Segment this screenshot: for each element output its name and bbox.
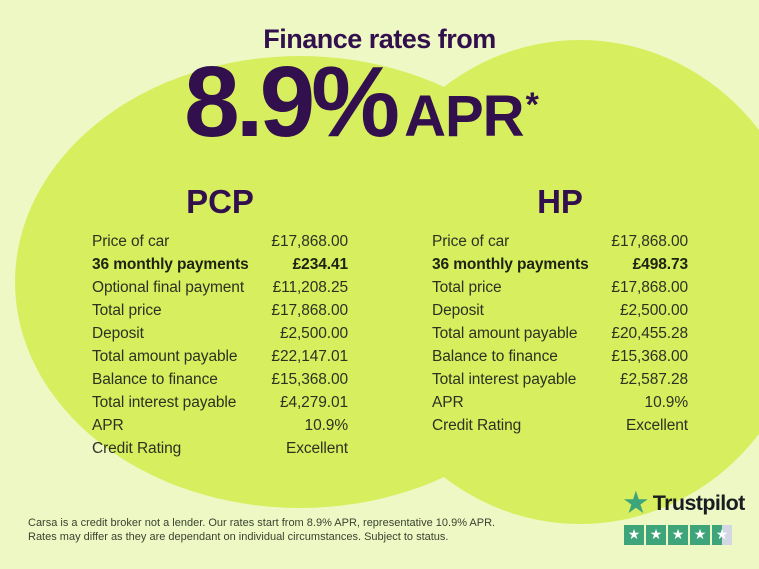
row-value: £15,368.00: [271, 371, 348, 389]
table-row: [92, 417, 348, 440]
row-label: APR: [432, 394, 464, 412]
pcp-table: [92, 184, 348, 463]
row-label: Total amount payable: [92, 348, 238, 366]
legal-disclaimer: [28, 516, 495, 544]
row-label: Deposit: [432, 302, 484, 320]
trustpilot-star-icon: ★: [622, 485, 650, 521]
star-box-full-icon: ★: [668, 525, 688, 545]
row-label: Balance to finance: [92, 371, 218, 389]
table-row: [432, 394, 688, 417]
row-label: Price of car: [92, 233, 170, 251]
rate-value: 8.9%: [184, 46, 397, 158]
row-label: Deposit: [92, 325, 144, 343]
table-row: [92, 256, 348, 279]
star-box-full-icon: ★: [624, 525, 644, 545]
trustpilot-wordmark: Trustpilot: [652, 491, 745, 515]
table-row: [432, 256, 688, 279]
table-row: [432, 371, 688, 394]
row-label: Total interest payable: [432, 371, 577, 389]
row-label: APR: [92, 417, 124, 435]
table-row: [92, 233, 348, 256]
row-value: £2,587.28: [619, 371, 688, 389]
row-value: Excellent: [286, 440, 348, 458]
banner-title: Finance rates from: [263, 24, 496, 54]
table-row: [92, 348, 348, 371]
trustpilot-badge[interactable]: [622, 485, 745, 545]
table-row: [92, 302, 348, 325]
asterisk-footnote-mark: *: [525, 86, 539, 124]
row-label: Price of car: [432, 233, 510, 251]
apr-label: APR: [404, 84, 524, 149]
row-value: Excellent: [626, 417, 688, 435]
row-value: £498.73: [632, 256, 688, 274]
row-label: Credit Rating: [432, 417, 522, 435]
hp-table-heading: HP: [537, 183, 583, 220]
star-box-half-icon: ★: [712, 525, 732, 545]
row-label: Optional final payment: [92, 279, 245, 297]
table-row: [92, 279, 348, 302]
star-box-full-icon: ★: [646, 525, 666, 545]
hp-table: [432, 184, 688, 440]
table-row: [92, 325, 348, 348]
row-value: £2,500.00: [279, 325, 348, 343]
table-row: [432, 302, 688, 325]
row-label: Balance to finance: [432, 348, 558, 366]
headline-rate: [0, 46, 741, 158]
row-value: £22,147.01: [271, 348, 348, 366]
row-label: Total price: [432, 279, 502, 297]
row-label: Total amount payable: [432, 325, 578, 343]
disclaimer-line-2: Rates may differ as they are dependant on individual circumstances. Subject to status.: [28, 531, 449, 543]
row-label: 36 monthly payments: [432, 256, 589, 274]
row-label: Total interest payable: [92, 394, 237, 412]
row-value: £17,868.00: [271, 302, 348, 320]
table-row: [432, 325, 688, 348]
row-label: Total price: [92, 302, 162, 320]
table-row: [92, 394, 348, 417]
row-value: £17,868.00: [271, 233, 348, 251]
table-row: [92, 440, 348, 463]
trustpilot-logo: [622, 485, 745, 521]
row-value: 10.9%: [304, 417, 348, 435]
row-value: £20,455.28: [611, 325, 688, 343]
row-label: Credit Rating: [92, 440, 182, 458]
row-value: £17,868.00: [611, 233, 688, 251]
table-row: [432, 279, 688, 302]
row-value: £11,208.25: [272, 279, 348, 297]
row-value: £17,868.00: [611, 279, 688, 297]
pcp-table-heading: PCP: [186, 183, 254, 220]
row-label: 36 monthly payments: [92, 256, 249, 274]
disclaimer-line-1: Carsa is a credit broker not a lender. Our rates start from 8.9% APR, representative 10.9% APR.: [28, 517, 496, 529]
row-value: £2,500.00: [619, 302, 688, 320]
trustpilot-rating-4-5-stars: [624, 525, 745, 545]
row-value: 10.9%: [644, 394, 688, 412]
table-row: [432, 233, 688, 256]
table-row: [432, 417, 688, 440]
table-row: [432, 348, 688, 371]
row-value: £4,279.01: [279, 394, 348, 412]
table-row: [92, 371, 348, 394]
row-value: £234.41: [292, 256, 348, 274]
star-box-full-icon: ★: [690, 525, 710, 545]
row-value: £15,368.00: [611, 348, 688, 366]
